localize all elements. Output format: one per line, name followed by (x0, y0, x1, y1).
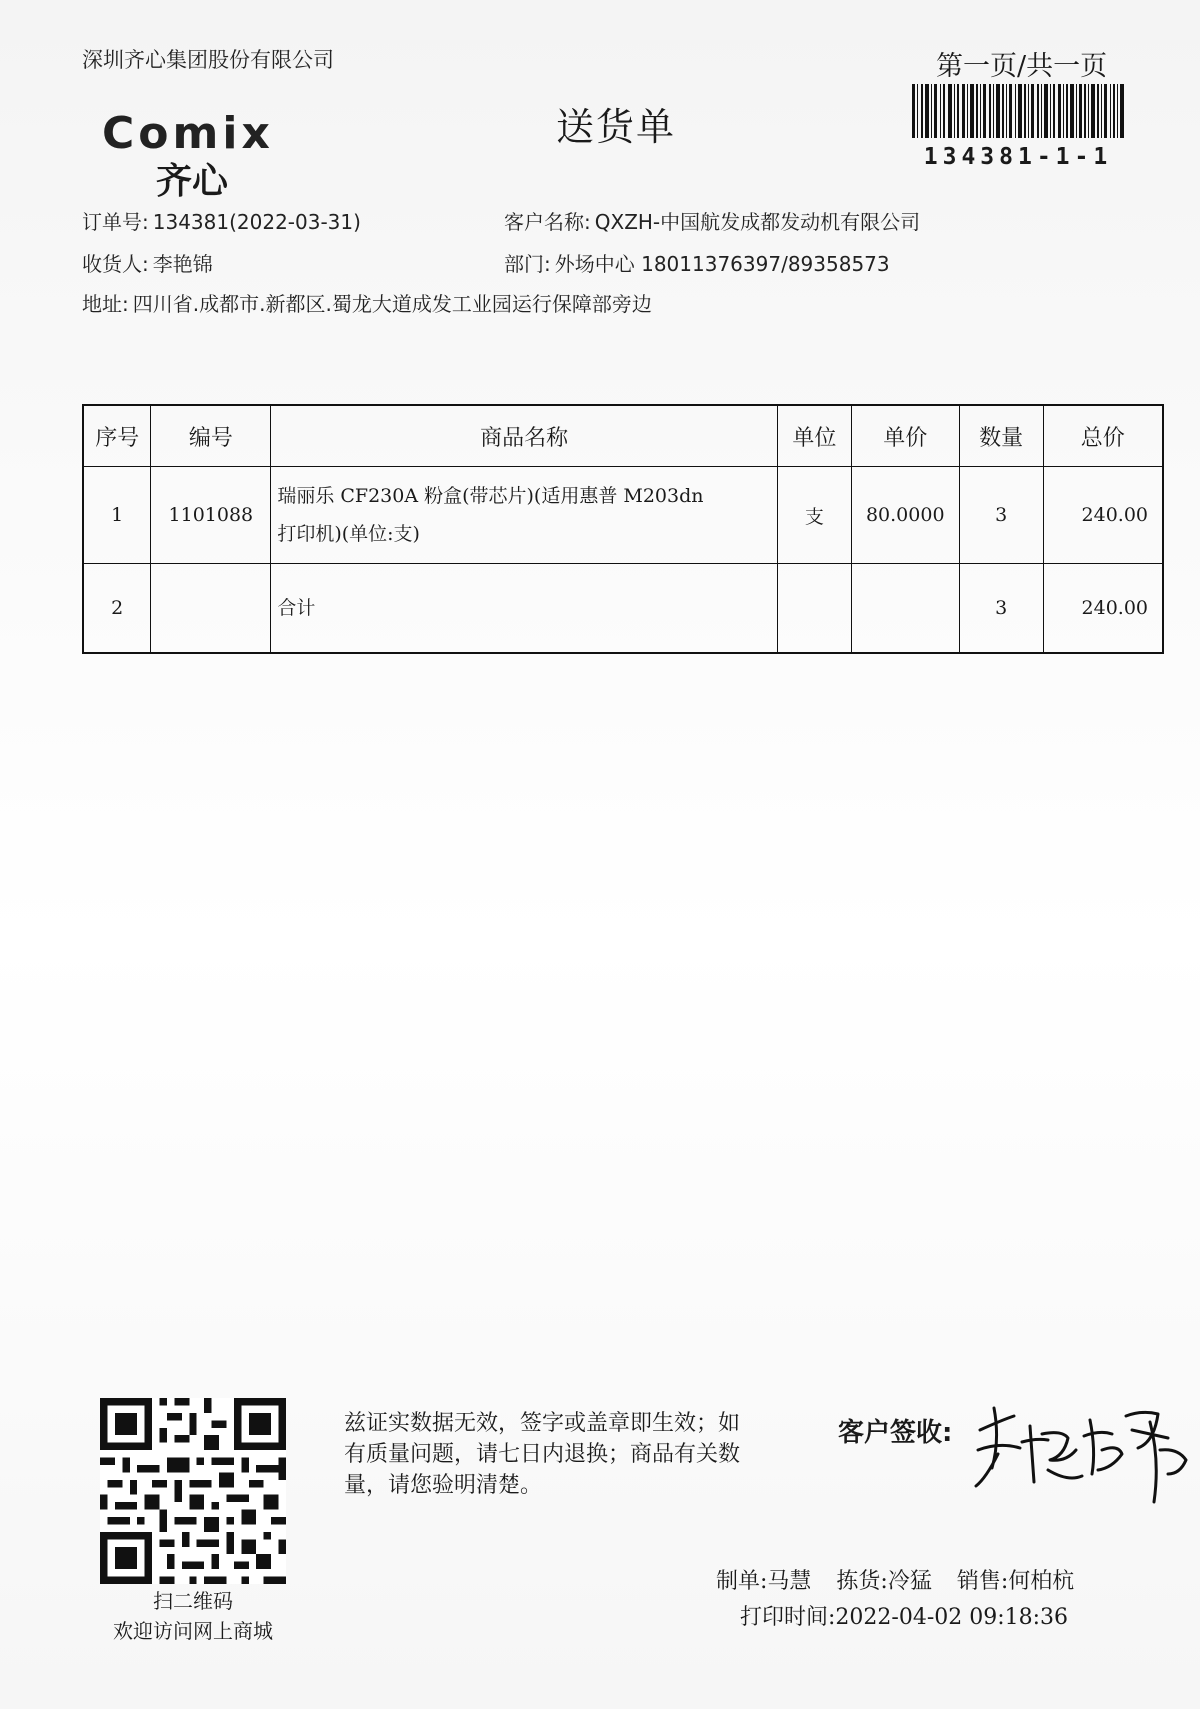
cell-quantity: 3 (959, 467, 1043, 564)
department-label: 部门: (504, 252, 551, 276)
product-name-line: 瑞丽乐 CF230A 粉盒(带芯片)(适用惠普 M203dn (277, 485, 704, 507)
cell-unit (777, 564, 851, 654)
cell-seq: 2 (83, 564, 151, 654)
address-value: 四川省.成都市.新都区.蜀龙大道成发工业园运行保障部旁边 (132, 292, 652, 316)
logo-chinese: 齐心 (156, 161, 229, 202)
header-unit-price: 单价 (851, 405, 959, 467)
comix-logo (102, 108, 274, 204)
page-indicator: 第一页/共一页 (936, 51, 1108, 82)
order-number (82, 206, 361, 235)
header-code: 编号 (151, 405, 271, 467)
items-table (82, 404, 1164, 654)
header-total: 总价 (1043, 405, 1163, 467)
barcode (912, 84, 1124, 138)
product-name-line: 打印机)(单位:支) (277, 523, 420, 545)
header-unit: 单位 (777, 405, 851, 467)
order-number-value: 134381(2022-03-31) (152, 210, 361, 234)
cell-unit-price (851, 564, 959, 654)
salesperson: 销售:何柏杭 (956, 1569, 1075, 1594)
logo-english: Comix (102, 108, 274, 159)
barcode-number: 134381-1-1 (923, 144, 1113, 170)
cell-quantity: 3 (959, 564, 1043, 654)
address-label: 地址: (82, 292, 129, 316)
customer-sign-label: 客户签收: (838, 1418, 953, 1448)
header-quantity: 数量 (959, 405, 1043, 467)
qr-caption-line: 扫二维码 (153, 1589, 233, 1613)
print-time: 打印时间:2022-04-02 09:18:36 (740, 1605, 1069, 1630)
signature (972, 1390, 1192, 1520)
cell-total: 240.00 (1043, 564, 1163, 654)
cell-seq: 1 (83, 467, 151, 564)
maker: 制单:马慧 (716, 1569, 812, 1594)
staff-line (716, 1564, 1092, 1595)
address (82, 288, 652, 317)
header-product-name: 商品名称 (271, 405, 778, 467)
order-number-label: 订单号: (82, 210, 149, 234)
qr-code (100, 1398, 286, 1584)
cell-total: 240.00 (1043, 467, 1163, 564)
customer-label: 客户名称: (504, 210, 591, 234)
cell-unit-price: 80.0000 (851, 467, 959, 564)
qr-caption (82, 1586, 304, 1646)
receiver (82, 248, 213, 277)
department-value: 外场中心 18011376397/89358573 (554, 252, 890, 276)
notice-text: 兹证实数据无效，签字或盖章即生效；如有质量问题，请七日内退换；商品有关数量，请您验明清楚。 (344, 1411, 741, 1498)
cell-product-name: 合计 (271, 564, 778, 654)
cell-unit: 支 (777, 467, 851, 564)
customer-value: QXZH-中国航发成都发动机有限公司 (594, 210, 921, 234)
document-title: 送货单 (556, 105, 677, 149)
company-name: 深圳齐心集团股份有限公司 (82, 48, 334, 72)
table-header-row (83, 405, 1163, 467)
department (504, 248, 890, 277)
table-row (83, 467, 1163, 564)
cell-code: 1101088 (151, 467, 271, 564)
cell-code (151, 564, 271, 654)
cell-product-name (271, 467, 778, 564)
receiver-label: 收货人: (82, 252, 149, 276)
picker: 拣货:冷猛 (836, 1569, 932, 1594)
table-row (83, 564, 1163, 654)
qr-caption-line: 欢迎访问网上商城 (113, 1619, 273, 1643)
receiver-value: 李艳锦 (152, 252, 213, 276)
customer-name (504, 206, 920, 235)
header-seq: 序号 (83, 405, 151, 467)
